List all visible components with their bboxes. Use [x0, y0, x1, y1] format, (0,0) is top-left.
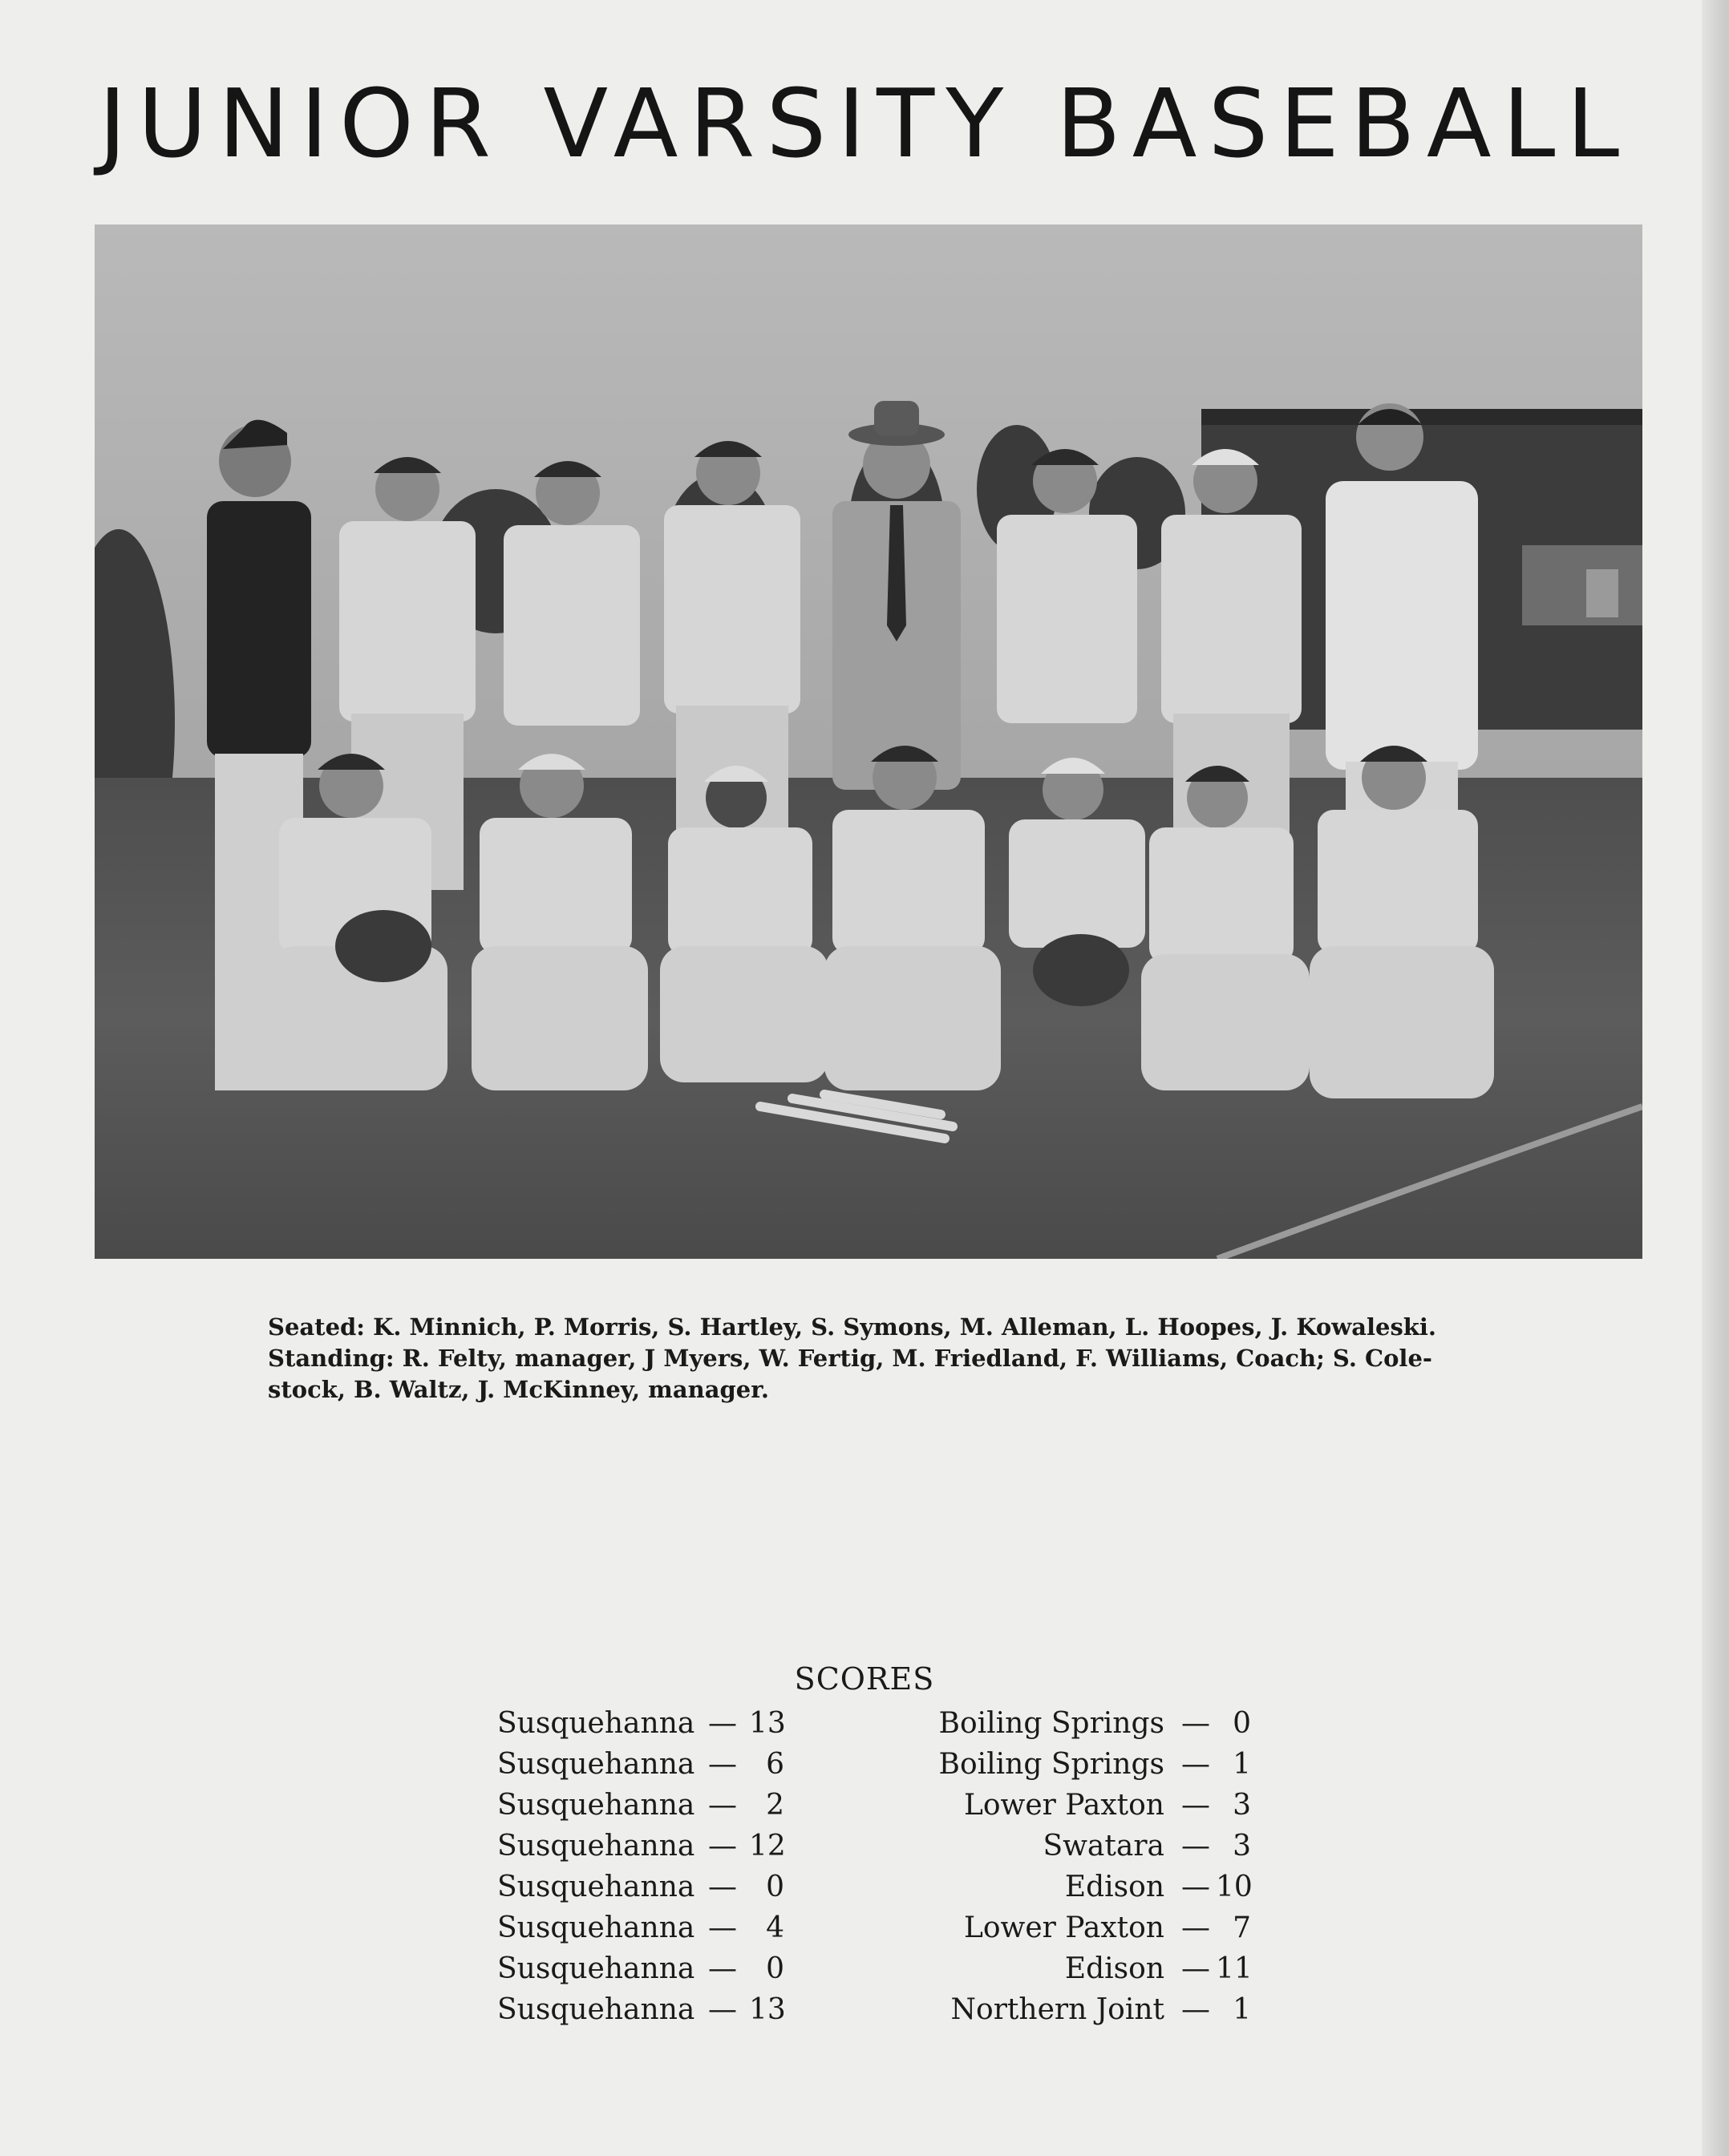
photo-caption [268, 1312, 1463, 1406]
score-opponent-value: 7 [1233, 1911, 1251, 1944]
score-opponent: Swatara [1043, 1830, 1164, 1863]
team-photo-image [95, 224, 1642, 1259]
score-value: 0 [766, 1952, 784, 1985]
score-dash: — [1181, 1707, 1210, 1740]
score-team: Susquehanna [497, 1830, 695, 1863]
score-row [497, 1989, 1251, 2030]
score-row [497, 1785, 1251, 1826]
score-value: 13 [749, 1993, 786, 2026]
score-dash: — [1181, 1748, 1210, 1781]
score-team: Susquehanna [497, 1952, 695, 1985]
score-dash: — [1181, 1952, 1210, 1985]
score-row [497, 1826, 1251, 1867]
score-dash: — [708, 1952, 737, 1985]
score-opponent-value: 1 [1233, 1993, 1251, 2026]
score-dash: — [708, 1707, 737, 1740]
team-photo [95, 224, 1642, 1259]
score-dash: — [1181, 1789, 1210, 1822]
score-value: 4 [766, 1911, 784, 1944]
score-dash: — [708, 1871, 737, 1903]
score-team: Susquehanna [497, 1911, 695, 1944]
score-opponent: Boiling Springs [938, 1707, 1164, 1740]
score-dash: — [708, 1830, 737, 1863]
score-value: 6 [766, 1748, 784, 1781]
page-title: JUNIOR VARSITY BASEBALL [98, 68, 1631, 179]
score-opponent: Boiling Springs [938, 1748, 1164, 1781]
score-value: 0 [766, 1871, 784, 1903]
score-team: Susquehanna [497, 1789, 695, 1822]
score-row [497, 1744, 1251, 1785]
score-team: Susquehanna [497, 1871, 695, 1903]
score-opponent-value: 3 [1233, 1830, 1251, 1863]
score-value: 2 [766, 1789, 784, 1822]
score-team: Susquehanna [497, 1707, 695, 1740]
score-dash: — [1181, 1830, 1210, 1863]
score-value: 13 [749, 1707, 786, 1740]
score-opponent: Northern Joint [950, 1993, 1164, 2026]
score-dash: — [1181, 1871, 1210, 1903]
scores-heading: SCORES [794, 1661, 935, 1697]
score-dash: — [708, 1789, 737, 1822]
score-opponent: Edison [1064, 1952, 1164, 1985]
score-dash: — [708, 1993, 737, 2026]
score-opponent: Lower Paxton [963, 1911, 1164, 1944]
score-dash: — [1181, 1911, 1210, 1944]
score-opponent-value: 10 [1216, 1871, 1253, 1903]
score-row [497, 1907, 1251, 1948]
score-opponent: Edison [1064, 1871, 1164, 1903]
score-dash: — [708, 1911, 737, 1944]
caption-standing: Standing: R. Felty, manager, J Myers, W. Fertig, M. Friedland, F. Williams, Coach; S. Cole- [268, 1345, 1432, 1372]
scores-table [497, 1703, 1251, 2030]
score-opponent-value: 0 [1233, 1707, 1251, 1740]
score-team: Susquehanna [497, 1748, 695, 1781]
score-opponent-value: 11 [1216, 1952, 1253, 1985]
score-team: Susquehanna [497, 1993, 695, 2026]
score-row [497, 1948, 1251, 1989]
caption-standing-cont: stock, B. Waltz, J. McKinney, manager. [268, 1376, 769, 1403]
score-row [497, 1703, 1251, 1744]
page-edge-shadow [1702, 0, 1729, 2156]
score-dash: — [1181, 1993, 1210, 2026]
caption-seated: Seated: K. Minnich, P. Morris, S. Hartley, S. Symons, M. Alleman, L. Hoopes, J. Kowaleski. [268, 1313, 1436, 1341]
score-opponent: Lower Paxton [963, 1789, 1164, 1822]
score-dash: — [708, 1748, 737, 1781]
score-opponent-value: 1 [1233, 1748, 1251, 1781]
score-row [497, 1867, 1251, 1907]
score-value: 12 [749, 1830, 786, 1863]
score-opponent-value: 3 [1233, 1789, 1251, 1822]
